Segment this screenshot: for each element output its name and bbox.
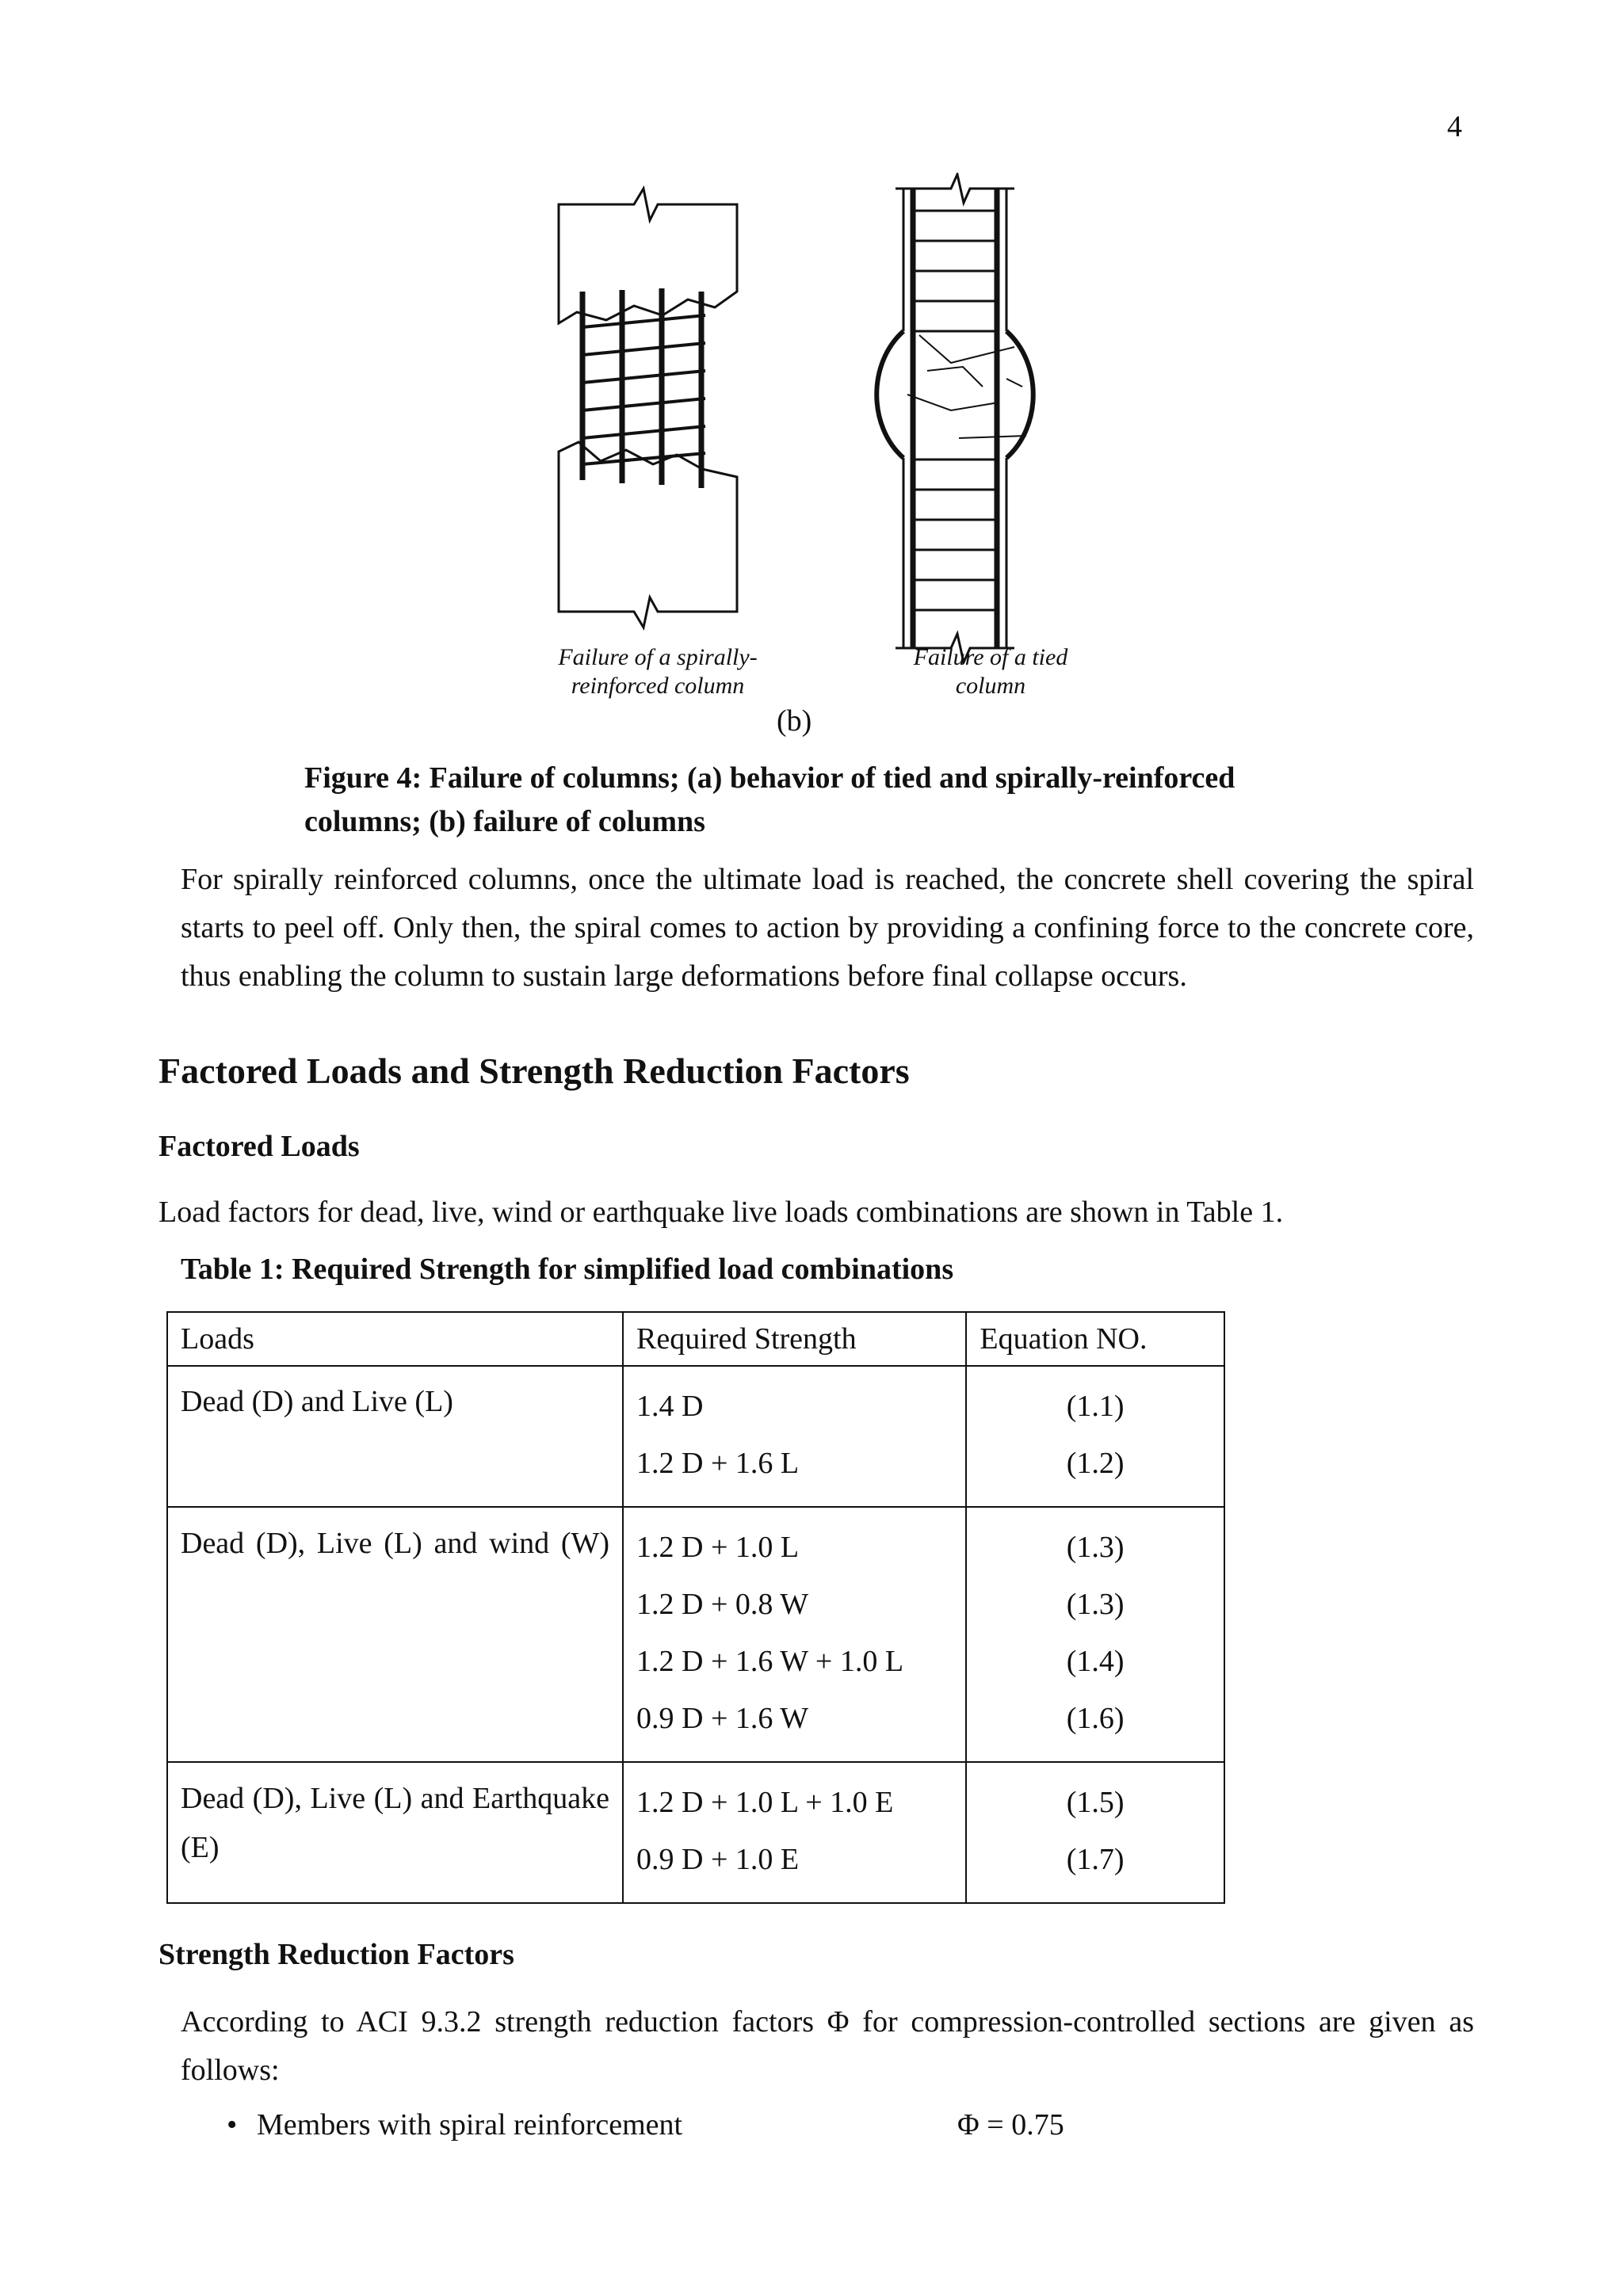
equation-number: (1.1) <box>1066 1390 1125 1423</box>
paragraph-reduction-factors: According to ACI 9.3.2 strength reduction factors Φ for compression-controlled sections are given as follows: <box>181 2005 1474 2087</box>
equation-number: (1.3) <box>1066 1588 1125 1621</box>
paragraph-load-factors: Load factors for dead, live, wind or earthquake live loads combinations are shown in Table 1. <box>158 1196 1284 1229</box>
header-loads: Loads <box>167 1312 623 1366</box>
subsection-heading-factored-loads: Factored Loads <box>158 1130 360 1163</box>
equation-cell <box>966 1507 1224 1762</box>
left-figure-caption: Failure of a spirally-reinforced column <box>558 644 758 699</box>
subsection-heading-strength-reduction: Strength Reduction Factors <box>158 1938 514 1971</box>
strength-value: 1.4 D <box>636 1390 704 1423</box>
loads-cell: Dead (D) and Live (L) <box>167 1366 623 1507</box>
equation-cell <box>966 1366 1224 1507</box>
equation-number: (1.7) <box>1066 1843 1125 1876</box>
strength-value: 1.2 D + 1.6 W + 1.0 L <box>636 1645 904 1678</box>
strength-cell <box>623 1366 966 1507</box>
equation-number: (1.2) <box>1066 1447 1125 1480</box>
strength-value: 1.2 D + 1.0 L + 1.0 E <box>636 1786 894 1819</box>
strength-value: 0.9 D + 1.0 E <box>636 1843 800 1876</box>
strength-value: 1.2 D + 0.8 W <box>636 1588 809 1621</box>
bullet-value: Φ = 0.75 <box>957 2108 1064 2142</box>
figure-caption: Figure 4: Failure of columns; (a) behavior of tied and spirally-reinforced columns; (b) failure of columns <box>304 761 1235 838</box>
strength-cell <box>623 1507 966 1762</box>
equation-cell <box>966 1762 1224 1903</box>
strength-value: 0.9 D + 1.6 W <box>636 1702 809 1735</box>
header-required-strength: Required Strength <box>623 1312 966 1366</box>
bullet-dot: • <box>227 2108 238 2142</box>
paragraph-spiral: For spirally reinforced columns, once the ultimate load is reached, the concrete shell covering the spiral starts to peel off. Only then, the spiral comes to action by providing a confining force to the concrete core, thus enabling the column to sustain large deformations before final collapse occurs. <box>181 863 1474 993</box>
strength-value: 1.2 D + 1.6 L <box>636 1447 800 1480</box>
equation-number: (1.3) <box>1066 1531 1125 1564</box>
right-figure-caption: Failure of a tied column <box>913 644 1068 699</box>
strength-cell <box>623 1762 966 1903</box>
page-number: 4 <box>1447 110 1462 143</box>
bullet-label: Members with spiral reinforcement <box>257 2108 683 2142</box>
figure-column-failure <box>507 173 1157 759</box>
equation-number: (1.6) <box>1066 1702 1125 1735</box>
table-row <box>167 1366 1224 1507</box>
table-row <box>167 1762 1224 1903</box>
loads-cell: Dead (D), Live (L) and wind (W) <box>167 1507 623 1762</box>
figure-sub-label: (b) <box>777 704 812 738</box>
table-header-row <box>167 1312 1224 1366</box>
header-equation-no: Equation NO. <box>966 1312 1224 1366</box>
loads-cell: Dead (D), Live (L) and Earthquake (E) <box>167 1762 623 1903</box>
section-heading: Factored Loads and Strength Reduction Factors <box>158 1051 910 1091</box>
strength-value: 1.2 D + 1.0 L <box>636 1531 800 1564</box>
equation-number: (1.4) <box>1066 1645 1125 1678</box>
table-row <box>167 1507 1224 1762</box>
column-failure-drawing <box>507 173 1157 664</box>
equation-number: (1.5) <box>1066 1786 1125 1819</box>
table-title: Table 1: Required Strength for simplified load combinations <box>181 1253 954 1286</box>
required-strength-table <box>166 1311 1225 1904</box>
